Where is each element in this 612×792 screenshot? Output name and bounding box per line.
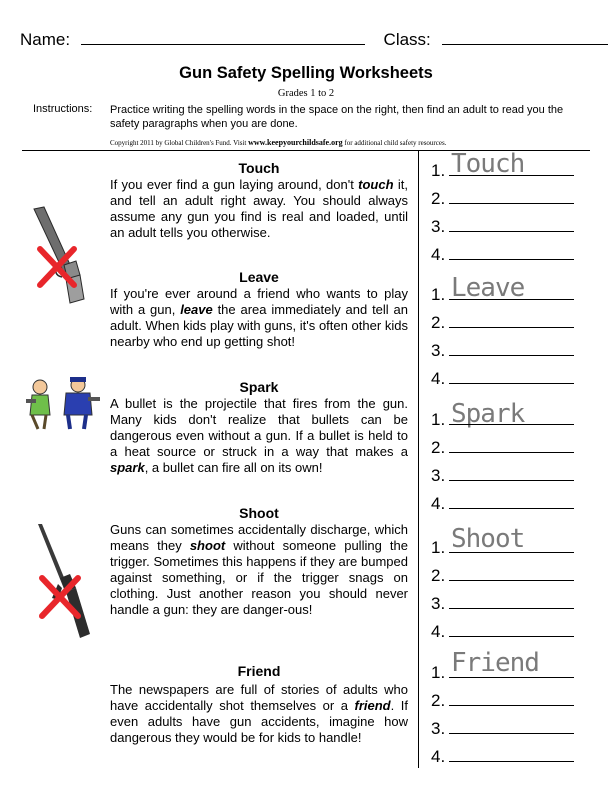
blank-line[interactable]	[449, 494, 574, 509]
practice-line[interactable]	[431, 189, 574, 209]
line-number: 4.	[431, 494, 446, 513]
practice-line[interactable]	[431, 313, 574, 333]
section-heading-leave: Leave	[239, 269, 279, 285]
line-number: 1.	[431, 285, 446, 304]
blank-line[interactable]	[449, 691, 574, 706]
practice-line[interactable]	[431, 341, 574, 361]
line-number: 4.	[431, 245, 446, 264]
line-number: 3.	[431, 466, 446, 485]
text-part: Guns can sometimes accidentally discharge, which means they	[110, 522, 408, 553]
emphasis-word: spark	[110, 460, 145, 475]
practice-line[interactable]	[431, 494, 574, 514]
line-number: 2.	[431, 566, 446, 585]
line-number: 2.	[431, 313, 446, 332]
text-part: If you ever find a gun laying around, don't	[110, 177, 359, 192]
grades-subtitle: Grades 1 to 2	[277, 88, 335, 99]
text-part: it, and tell an adult right away. You should always assume any gun you find is real and loaded, until an adult tells you otherwise.	[110, 177, 408, 240]
practice-line[interactable]	[431, 566, 574, 586]
text-part: A bullet is the projectile that fires from the gun. Many kids don't realize that bullets can be dangerous even without a gun. If a bullet is held to a heat source or struck in a way that makes a	[110, 396, 408, 459]
text-part: the area immediately and tell an adult. When kids play with guns, it's often other kids nearby who end up getting shot!	[110, 302, 408, 349]
copyright-suffix: for additional child safety resources.	[342, 139, 447, 147]
copyright-prefix: Copyright 2011 by Global Children's Fund. Visit	[110, 139, 249, 147]
practice-line[interactable]	[431, 438, 574, 458]
blank-line[interactable]	[449, 438, 574, 453]
page-title: Gun Safety Spelling Worksheets	[179, 64, 433, 82]
section-text-spark	[110, 396, 408, 476]
section-heading-friend: Friend	[237, 663, 281, 679]
blank-line[interactable]	[449, 341, 574, 356]
practice-line[interactable]	[431, 538, 574, 558]
line-number: 4.	[431, 622, 446, 641]
line-number: 2.	[431, 438, 446, 457]
line-number: 1.	[431, 538, 446, 557]
blank-line[interactable]	[449, 622, 574, 637]
blank-line[interactable]	[449, 369, 574, 384]
line-number: 2.	[431, 189, 446, 208]
blank-line[interactable]	[449, 285, 574, 300]
text-part: . If even adults have gun accidents, imagine how dangerous they would be for kids to handle!	[110, 698, 408, 745]
line-number: 1.	[431, 410, 446, 429]
practice-word-leave: Leave	[451, 273, 525, 303]
section-heading-touch: Touch	[238, 160, 280, 176]
practice-line[interactable]	[431, 622, 574, 642]
blank-line[interactable]	[449, 538, 574, 553]
practice-line[interactable]	[431, 217, 574, 237]
section-text-shoot	[110, 522, 408, 618]
emphasis-word: leave	[180, 302, 213, 317]
blank-line[interactable]	[449, 217, 574, 232]
kid-figure-right	[64, 377, 100, 429]
practice-line[interactable]	[431, 161, 574, 181]
practice-line[interactable]	[431, 410, 574, 430]
text-part: The newspapers are full of stories of adults who have accidentally shot themselves or a	[110, 682, 408, 713]
emphasis-word: touch	[358, 177, 394, 192]
blank-line[interactable]	[449, 189, 574, 204]
line-number: 4.	[431, 747, 446, 766]
class-label: Class:	[383, 30, 431, 49]
instructions-text: Practice writing the spelling words in the space on the right, then find an adult to read you the safety paragraphs when you are done.	[110, 104, 564, 130]
line-number: 1.	[431, 663, 446, 682]
pistol-crossed-out-icon	[28, 205, 90, 307]
blank-line[interactable]	[449, 245, 574, 260]
text-part: If you're ever around a friend who wants to play with a gun,	[110, 286, 408, 317]
blank-line[interactable]	[449, 747, 574, 762]
blank-line[interactable]	[449, 161, 574, 176]
practice-word-shoot: Shoot	[451, 524, 525, 554]
practice-line[interactable]	[431, 691, 574, 711]
blank-line[interactable]	[449, 466, 574, 481]
blank-line[interactable]	[449, 566, 574, 581]
name-class-bar	[20, 29, 608, 50]
practice-line[interactable]	[431, 719, 574, 739]
text-part: , a bullet can fire all on its own!	[144, 460, 323, 475]
pistol-icon	[34, 207, 84, 303]
emphasis-word: shoot	[189, 538, 226, 553]
name-field[interactable]	[81, 29, 365, 45]
blank-line[interactable]	[449, 594, 574, 609]
section-heading-spark: Spark	[239, 379, 279, 395]
practice-line[interactable]	[431, 245, 574, 265]
line-number: 3.	[431, 719, 446, 738]
emphasis-word: friend	[354, 698, 391, 713]
text-part: without someone pulling the trigger. Sometimes this happens if they are bumped against something, or if the trigger snags on clothing. Just another reason you should never handle a gun: they are danger-ous!	[110, 538, 408, 617]
line-number: 2.	[431, 691, 446, 710]
copyright-site-link[interactable]: www.keepyourchildsafe.org	[248, 138, 343, 147]
practice-line[interactable]	[431, 663, 574, 683]
practice-line[interactable]	[431, 285, 574, 305]
kid-figure-left	[26, 380, 50, 429]
column-divider	[418, 151, 419, 768]
section-text-friend	[110, 682, 408, 746]
section-text-touch	[110, 177, 408, 241]
copyright-line	[110, 138, 446, 147]
practice-line[interactable]	[431, 466, 574, 486]
line-number: 1.	[431, 161, 446, 180]
blank-line[interactable]	[449, 410, 574, 425]
line-number: 3.	[431, 594, 446, 613]
kids-playing-cops-icon	[22, 375, 102, 431]
blank-line[interactable]	[449, 663, 574, 678]
practice-word-spark: Spark	[451, 399, 525, 429]
rifle-crossed-out-icon	[30, 522, 96, 640]
line-number: 3.	[431, 217, 446, 236]
line-number: 3.	[431, 341, 446, 360]
practice-line[interactable]	[431, 747, 574, 767]
section-heading-shoot: Shoot	[239, 505, 279, 521]
blank-line[interactable]	[449, 313, 574, 328]
section-text-leave	[110, 286, 408, 350]
name-label: Name:	[20, 30, 71, 49]
class-field[interactable]	[442, 29, 608, 45]
practice-line[interactable]	[431, 369, 574, 389]
instructions-label: Instructions:	[33, 103, 93, 115]
practice-word-friend: Friend	[451, 648, 539, 678]
blank-line[interactable]	[449, 719, 574, 734]
line-number: 4.	[431, 369, 446, 388]
practice-line[interactable]	[431, 594, 574, 614]
practice-word-touch: Touch	[451, 149, 525, 179]
